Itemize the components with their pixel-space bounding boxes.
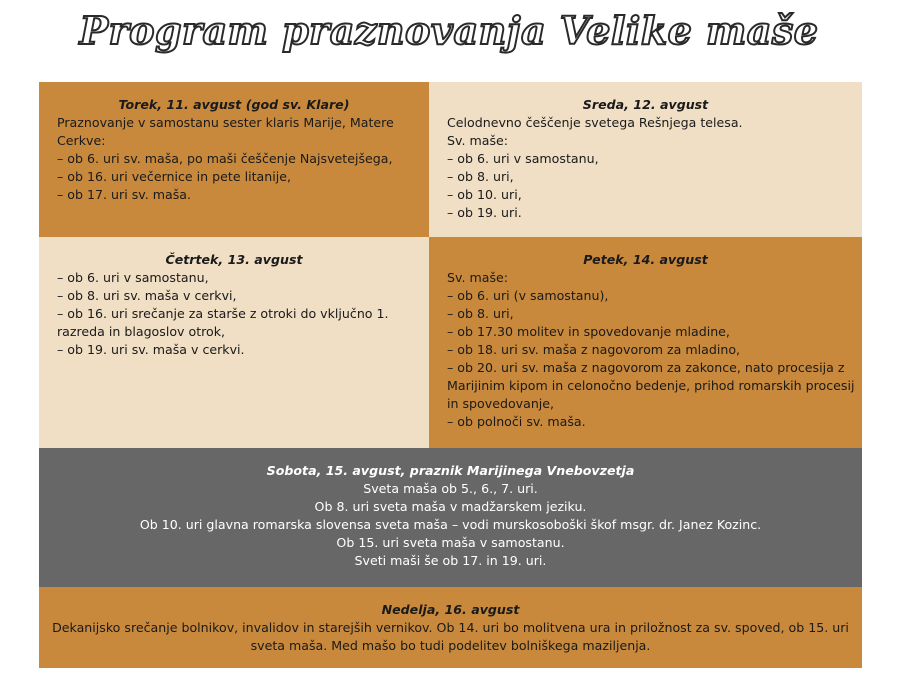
schedule-line: Sveta maša ob 5., 6., 7. uri.: [363, 481, 538, 496]
day-heading: Četrtek, 13. avgust: [165, 252, 303, 267]
schedule-line: – ob 16. uri večernice in pete litanije,: [57, 169, 291, 184]
schedule-line: – ob 8. uri,: [447, 306, 514, 321]
schedule-line: – ob polnoči sv. maša.: [447, 414, 586, 429]
schedule-line: Praznovanje v samostanu sester klaris Marije, Matere: [57, 115, 394, 130]
schedule-line: – ob 8. uri,: [447, 169, 514, 184]
schedule-line: – ob 20. uri sv. maša z nagovorom za zakonce, nato procesija z: [447, 360, 845, 375]
schedule-line: sveta maša. Med mašo bo tudi podelitev bolniškega maziljenja.: [250, 638, 651, 653]
schedule-line: – ob 17.30 molitev in spovedovanje mladine,: [447, 324, 730, 339]
day-heading: Sreda, 12. avgust: [582, 97, 709, 112]
schedule-line: – ob 10. uri,: [447, 187, 522, 202]
schedule-line: – ob 6. uri (v samostanu),: [447, 288, 609, 303]
schedule-line: Sv. maše:: [447, 270, 509, 285]
day-card-friday: [429, 237, 862, 448]
schedule-line: Cerkve:: [57, 133, 106, 148]
schedule-line: Sveti maši še ob 17. in 19. uri.: [354, 553, 547, 568]
schedule-line: – ob 6. uri v samostanu,: [447, 151, 599, 166]
schedule-line: – ob 17. uri sv. maša.: [57, 187, 192, 202]
schedule-line: – ob 6. uri sv. maša, po maši češčenje Najsvetejšega,: [57, 151, 393, 166]
schedule-line: – ob 19. uri sv. maša v cerkvi.: [57, 342, 245, 357]
schedule-line: Marijinim kipom in celonočno bedenje, prihod romarskih procesij: [447, 378, 855, 393]
schedule-line: razreda in blagoslov otrok,: [57, 324, 226, 339]
day-card-wednesday: [429, 82, 862, 237]
day-card-sunday: [39, 587, 862, 668]
schedule-line: – ob 6. uri v samostanu,: [57, 270, 209, 285]
day-heading: Nedelja, 16. avgust: [381, 602, 520, 617]
schedule-line: Celodnevno češčenje svetega Rešnjega telesa.: [447, 115, 743, 130]
day-heading: Torek, 11. avgust (god sv. Klare): [118, 97, 350, 112]
schedule-line: Dekanijsko srečanje bolnikov, invalidov in starejših vernikov. Ob 14. uri bo molitvena ura in priložnost za sv. spoved, ob 15. uri: [52, 620, 849, 635]
day-card-tuesday: [39, 82, 429, 237]
day-heading: Petek, 14. avgust: [583, 252, 708, 267]
schedule-line: – ob 8. uri sv. maša v cerkvi,: [57, 288, 237, 303]
schedule-line: – ob 19. uri.: [447, 205, 522, 220]
schedule-line: Sv. maše:: [447, 133, 509, 148]
schedule-line: – ob 16. uri srečanje za starše z otroki do vključno 1.: [57, 306, 389, 321]
day-heading: Sobota, 15. avgust, praznik Marijinega Vnebovzetja: [266, 463, 635, 478]
schedule-line: – ob 18. uri sv. maša z nagovorom za mladino,: [447, 342, 741, 357]
day-card-thursday: [39, 237, 429, 448]
schedule-line: Ob 10. uri glavna romarska slovensa sveta maša – vodi murskosoboški škof msgr. dr. Janez Kozinc.: [139, 517, 762, 532]
schedule-line: Ob 15. uri sveta maša v samostanu.: [336, 535, 565, 550]
schedule-line: in spovedovanje,: [447, 396, 555, 411]
page-title: Program praznovanja Velike maše: [79, 8, 819, 53]
day-card-saturday: [39, 448, 862, 587]
schedule-line: Ob 8. uri sveta maša v madžarskem jeziku.: [314, 499, 587, 514]
